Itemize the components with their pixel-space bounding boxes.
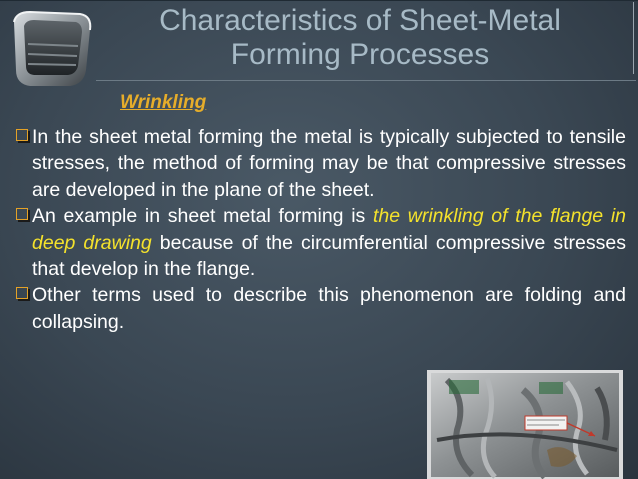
- section-subheading: Wrinkling: [120, 92, 207, 113]
- slide-title: [100, 4, 620, 72]
- square-bullet-icon: [14, 203, 32, 223]
- bullet-text-tail: because of the circumferential compressive stresses that develop in the flange.: [32, 231, 626, 281]
- bullet-text-body: Other terms used to describe this phenomenon are folding and collapsing.: [32, 284, 626, 333]
- title-right-border: [633, 2, 634, 74]
- bullet-text-body: In the sheet metal forming the metal is typically subjected to tensile stresses, the method of forming may be that compressive stresses are developed in the plane of the sheet.: [32, 126, 626, 201]
- bullet-list: [14, 124, 626, 335]
- bullet-text-body: An example in sheet metal forming is: [32, 205, 373, 228]
- bullet-item: [14, 203, 626, 282]
- bullet-item: [14, 124, 626, 203]
- square-bullet-icon: [14, 282, 32, 302]
- highlighted-phrase: the wrinkling of the flange in deep drawing: [32, 205, 626, 254]
- title-line-1: Characteristics of Sheet-Metal: [159, 4, 561, 37]
- bullet-text: [32, 282, 626, 335]
- square-bullet-icon: [14, 124, 32, 144]
- title-line-2: Forming Processes: [230, 38, 490, 71]
- wrinkled-flange-photo: [427, 370, 623, 479]
- bullet-text: [32, 203, 626, 282]
- bullet-item: [14, 282, 626, 335]
- deep-drawn-part-icon: [6, 4, 96, 94]
- bullet-text: [32, 124, 626, 203]
